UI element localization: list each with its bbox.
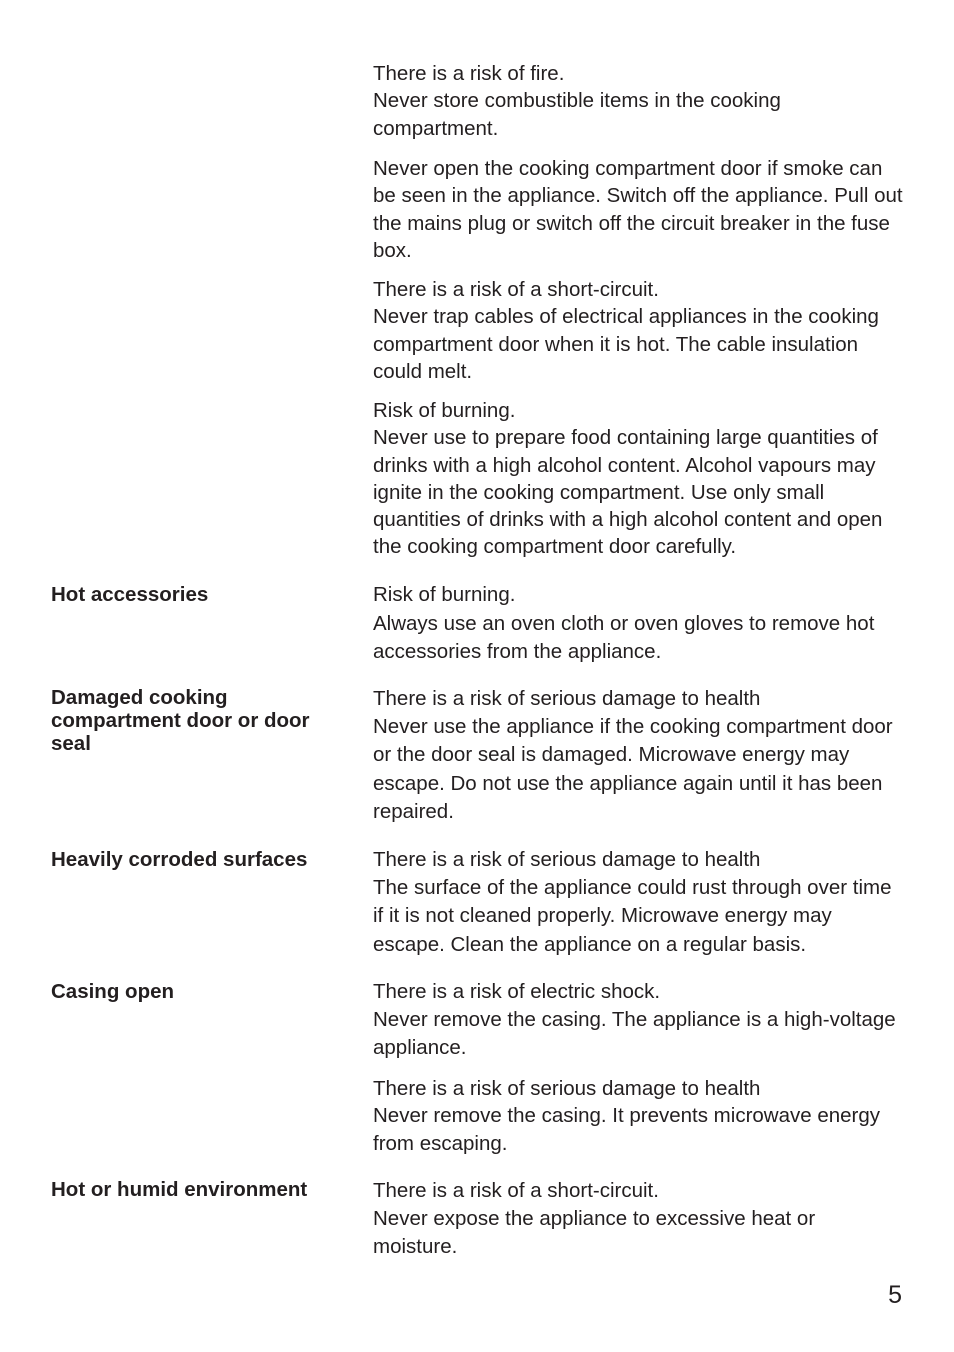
paragraph-text: Risk of burning. Always use an oven cloth or oven gloves to remove hot accessories from the appliance. <box>373 583 875 663</box>
paragraph-label: Casing open <box>51 980 175 1003</box>
paragraph-label: Heavily corroded surfaces <box>51 848 308 871</box>
page-number: 5 <box>888 1281 902 1309</box>
paragraph-text: There is a risk of fire. Never store combustible items in the cooking compartment. <box>373 62 781 140</box>
paragraph-text: There is a risk of electric shock. Never remove the casing. The appliance is a high-voltage appliance. <box>373 980 896 1059</box>
paragraph-label: Damaged cooking compartment door or door seal <box>51 686 310 755</box>
paragraph-text: There is a risk of serious damage to health Never use the appliance if the cooking compartment door or the door seal is damaged. Microwave energy may escape. Do not use the appliance again until it has been repaired. <box>373 687 893 823</box>
paragraph-text: There is a risk of serious damage to health The surface of the appliance could rust through over time if it is not cleaned properly. Microwave energy may escape. Clean the appliance on a regular basis. <box>373 848 892 956</box>
paragraph-text: Risk of burning. Never use to prepare food containing large quantities of drinks with a high alcohol content. Alcohol vapours may ignite in the cooking compartment. Use only small quantities of drinks with a high alcohol content and open the cooking compartment door carefully. <box>373 399 883 559</box>
paragraph-text: There is a risk of a short-circuit. Never trap cables of electrical appliances in the cooking compartment door when it is hot. The cable insulation could melt. <box>373 278 879 383</box>
paragraph-text: Never open the cooking compartment door if smoke can be seen in the appliance. Switch off the appliance. Pull out the mains plug or switch off the circuit breaker in the fuse box. <box>373 157 903 262</box>
paragraph-text: There is a risk of serious damage to health Never remove the casing. It prevents microwave energy from escaping. <box>373 1077 881 1155</box>
paragraph-text: There is a risk of a short-circuit. Never expose the appliance to excessive heat or moisture. <box>373 1179 816 1258</box>
paragraph-label: Hot or humid environment <box>51 1178 308 1201</box>
paragraph-label: Hot accessories <box>51 583 209 606</box>
